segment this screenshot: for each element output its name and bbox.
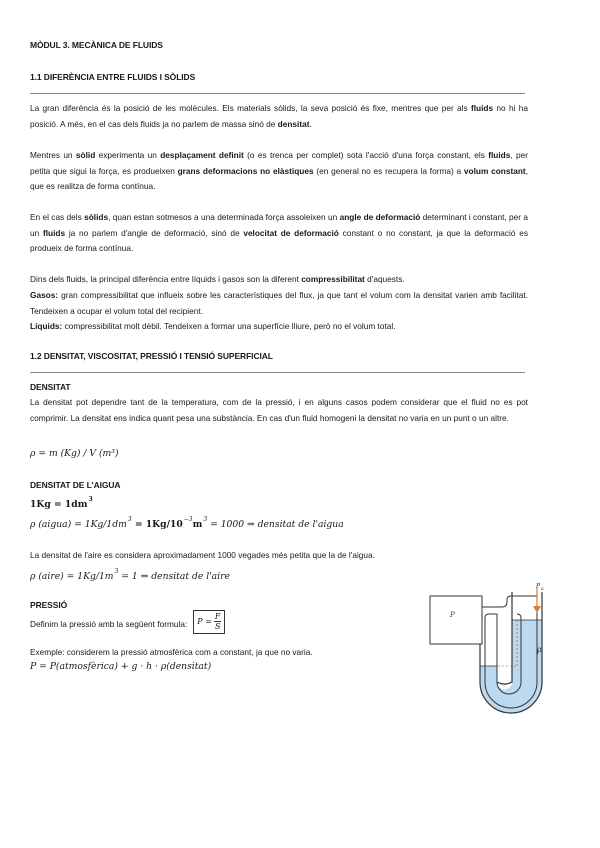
paragraph-compressibility: Dins dels fluids, la principal diferència entre líquids i gasos son la diferent compressibilitat d'aquests. [30, 274, 405, 284]
label-density: ρ [537, 645, 542, 654]
section-divider [30, 372, 525, 373]
pressure-formula-box: P = $\frac{F}{S}$ [193, 610, 225, 634]
paragraph-deformation: En el cas dels sòlids, quan estan sotmesos a una determinada força assoleixen un angle de deformació determinant i constant, per a un fluids ja no parlem d'angle de deformació, sinó de velocitat de deformació constant o no constant, ja que la deformació es produeix de forma contínua. [30, 212, 528, 254]
section-divider [30, 93, 525, 94]
formula-pressure: P = P(atmosfèrica) + g · h · ρ(densitat) [30, 661, 212, 672]
formula-air-density: ρ (aire) = $1Kg/1m^3 = 1$ ⇒ densitat de l'aire [30, 568, 230, 582]
paragraph-pressure-example: Exemple: considerem la pressió atmosfèrica com a constant, ja que no varia. [30, 647, 313, 657]
label-vessel-pressure: P [450, 611, 455, 619]
label-atm-pressure-subscript: a [541, 587, 544, 592]
paragraph-densitat: La densitat pot dependre tant de la temperatura, com de la pressió, i en alguns casos podem considerar que el fluid no es pot comprimir. La densitat ens indica quant pesa una substància. En cas d'un fluid homogeni la densitat no varia en un punt o un altre. [30, 397, 528, 423]
fluid-left-column [480, 666, 497, 682]
paragraph-gases: Gasos: gran compressibilitat que influeix sobre les característiques del flux, ja que tant el volum com la densitat varien amb facilitat. Tendeixen a ocupar el volum total del recipient. [30, 290, 528, 316]
u-tube-manometer-diagram [425, 580, 560, 730]
paragraph-liquids: Líquids: compressibilitat molt dèbil. Tendeixen a formar una superfície lliure, però no el volum total. [30, 321, 396, 331]
module-title: MÒDUL 3. MECÀNICA DE FLUIDS [30, 40, 163, 50]
formula-water-density: ρ (aigua) = $1Kg/1dm^3 = 1Kg/10^{-3}m^3 = 1000$ ⇒ densitat de l'aigua [30, 516, 344, 530]
subheading-densitat: DENSITAT [30, 382, 71, 392]
paragraph-air-density: La densitat de l'aire es considera aproximadament 1000 vegades més petita que la de l'aigua. [30, 550, 375, 560]
arrowhead-icon [533, 606, 541, 613]
subheading-pressio: PRESSIÓ [30, 600, 68, 610]
paragraph-solid-vs-fluid: Mentres un sòlid experimenta un desplaçament definit (o es trenca per complet) sota l'acció d'una força constant, els fluids, per petita que sigui la força, es produeixen grans deformacions no elàstiques (en general no es recupera la forma) a volum constant, que es realitza de forma contínua. [30, 150, 529, 192]
section-heading-1-1: 1.1 DIFERÈNCIA ENTRE FLUIDS I SÒLIDS [30, 72, 196, 82]
paragraph-molecules: La gran diferència és la posició de les molècules. Els materials sòlids, la seva posició és fixe, mentres que per als fluids no hi ha posició. A més, en el cas dels fluids ja no parlem de massa sinó de densitat. [30, 103, 528, 129]
formula-kg-dm3: $1Kg = 1dm^3$ [30, 496, 93, 510]
formula-density: ρ = m (Kg) / V (m³) [30, 448, 119, 459]
pressure-vessel [430, 596, 482, 644]
label-atm-pressure: P [536, 583, 541, 590]
subheading-densitat-aigua: DENSITAT DE L'AIGUA [30, 480, 121, 490]
section-heading-1-2: 1.2 DENSITAT, VISCOSITAT, PRESSIÓ I TENSIÓ SUPERFICIAL [30, 351, 273, 361]
pressure-definition-line: Definim la pressió amb la següent formula: P = $\frac{F}{S}$ [30, 612, 225, 637]
